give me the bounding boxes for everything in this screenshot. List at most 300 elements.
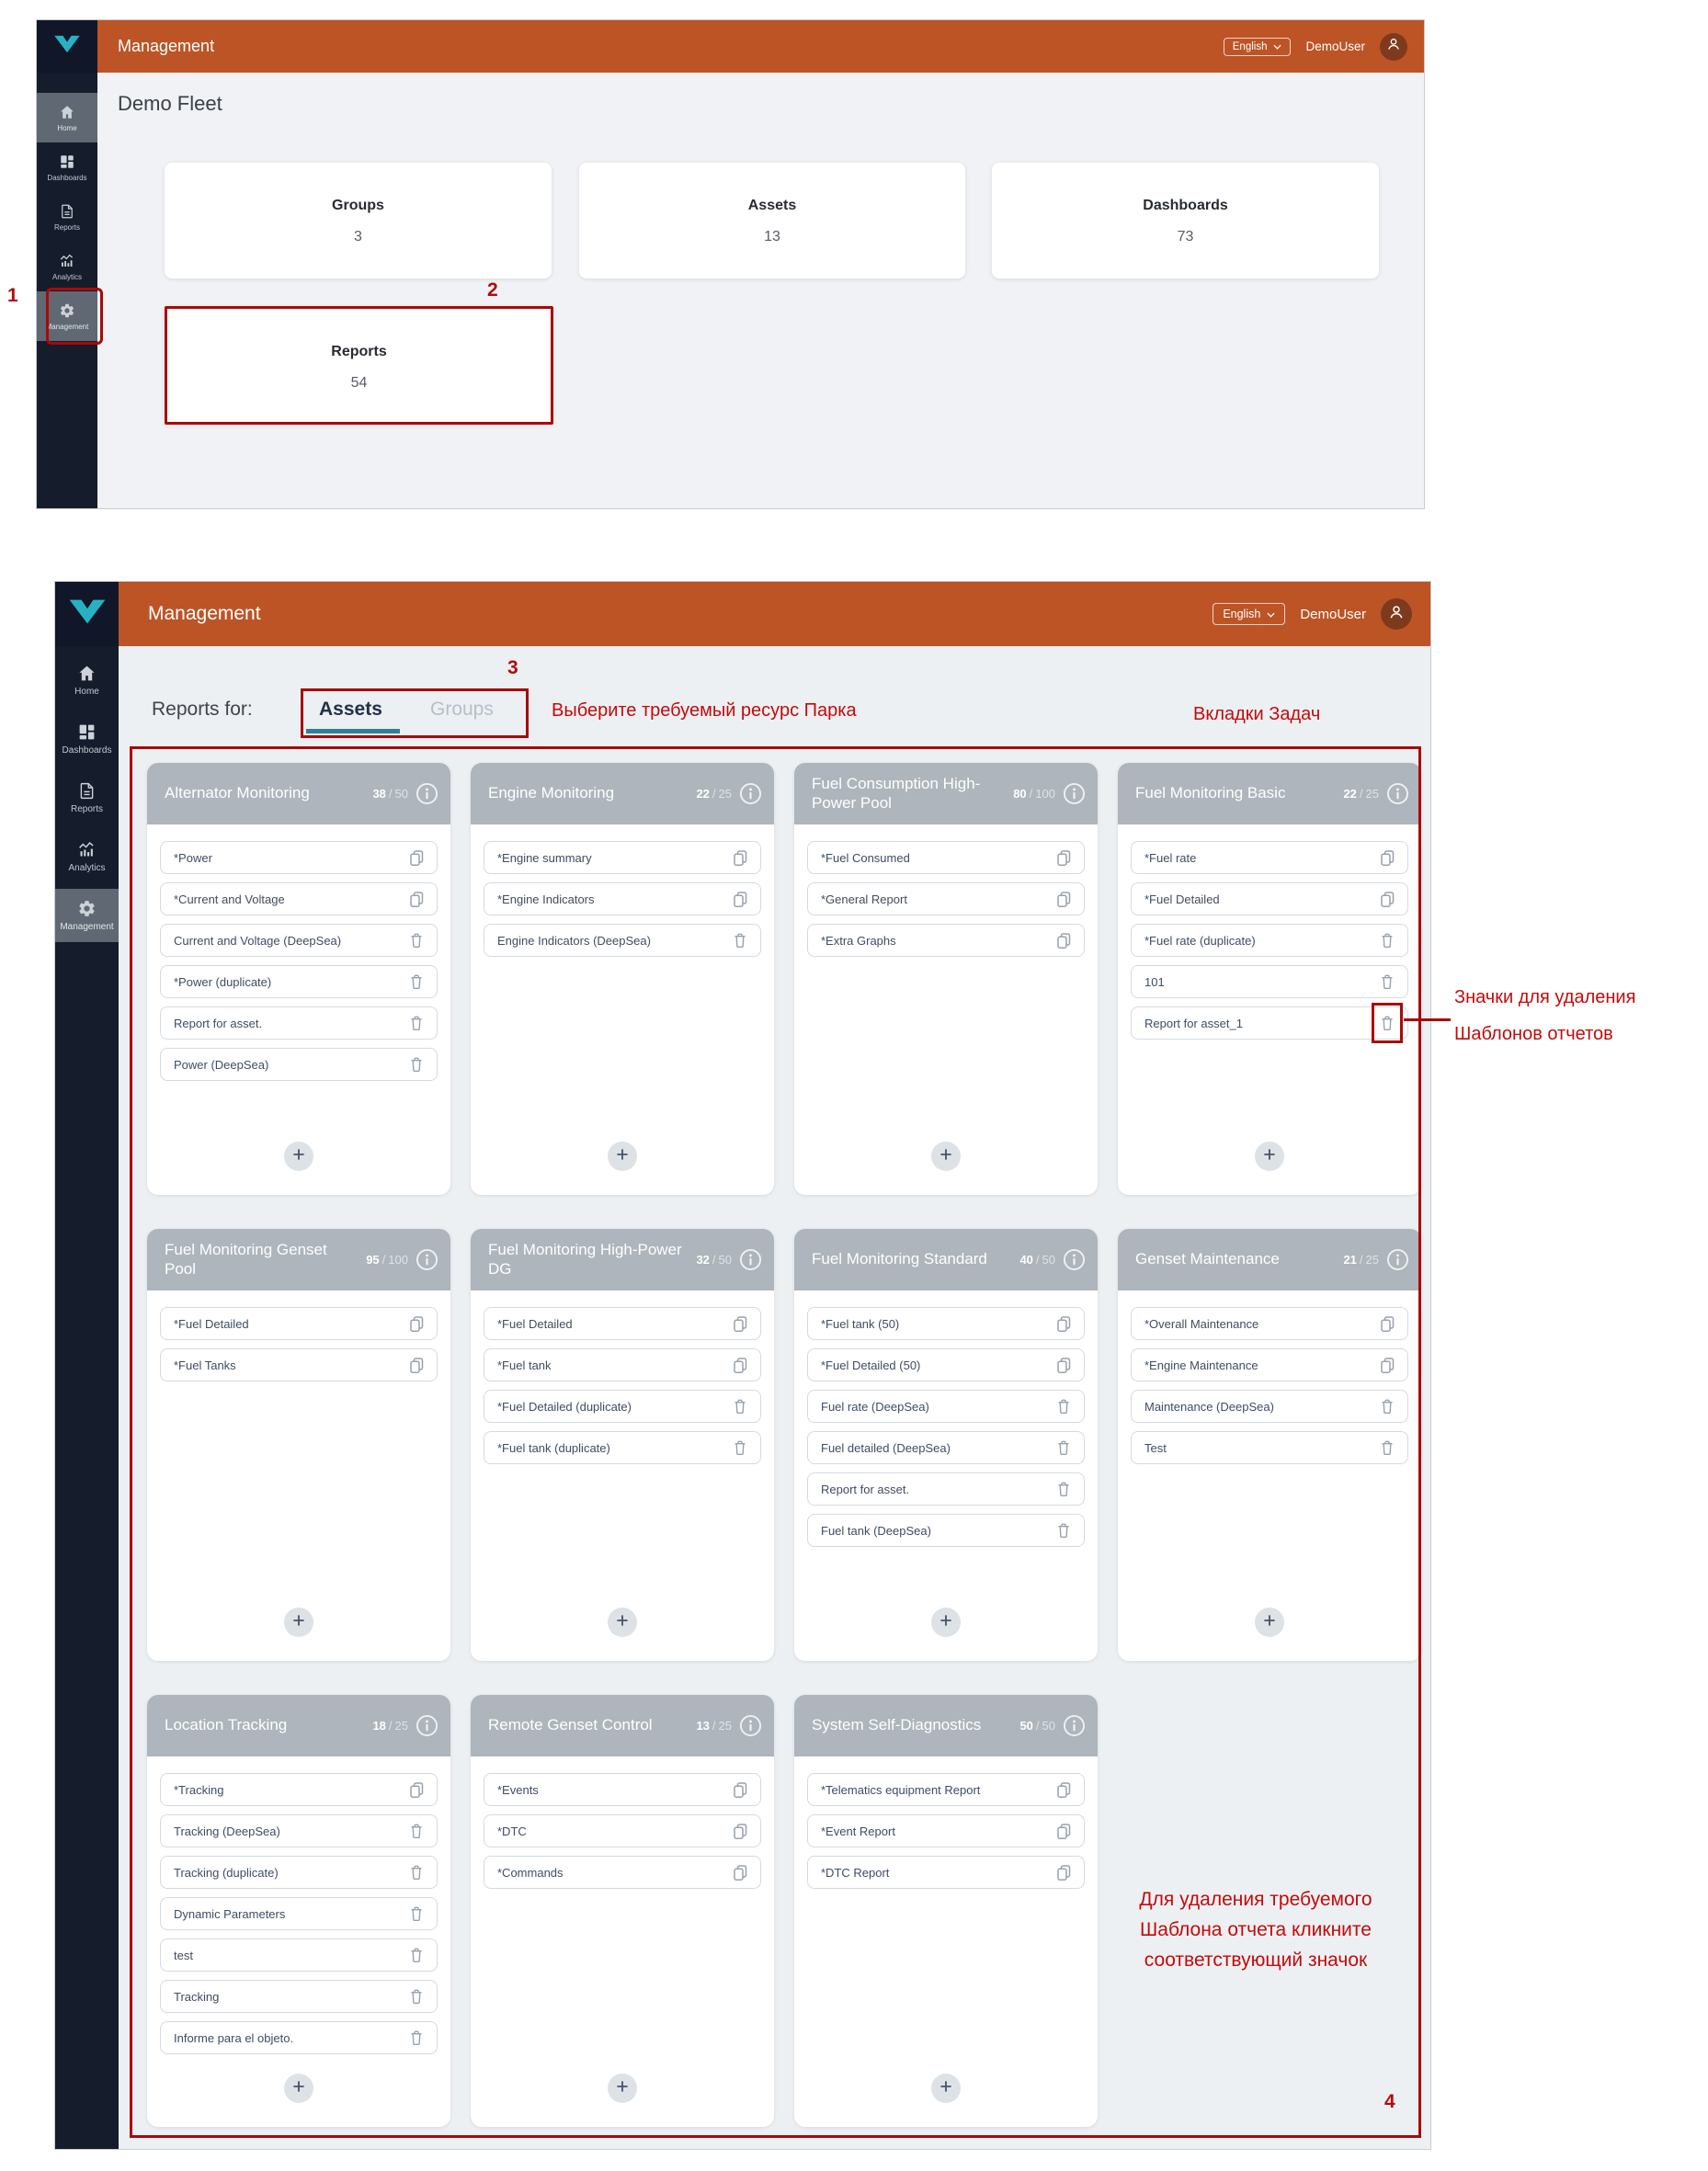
app-title: Management xyxy=(148,603,261,624)
report-template-name: Tracking (duplicate) xyxy=(174,1865,279,1880)
trash-icon[interactable] xyxy=(407,1987,426,2006)
logo-v-icon xyxy=(53,34,81,59)
templates-total-count: 25 xyxy=(718,787,732,801)
task-card-body xyxy=(160,1756,438,2054)
task-card-count: 50 / 50 xyxy=(1019,1719,1055,1733)
add-template-button[interactable] xyxy=(284,1608,313,1637)
templates-total-count: 25 xyxy=(718,1719,732,1733)
app-logo[interactable] xyxy=(55,582,119,646)
language-selector[interactable] xyxy=(1213,603,1285,625)
sidebar-item-dashboards[interactable] xyxy=(37,142,97,192)
trash-icon[interactable] xyxy=(407,1014,426,1032)
templates-used-count: 32 xyxy=(696,1253,710,1267)
report-template-item xyxy=(160,882,438,915)
copy-icon[interactable] xyxy=(407,1780,426,1799)
report-template-item xyxy=(484,924,761,957)
user-name: DemoUser xyxy=(1305,40,1365,53)
summary-card-dashboards[interactable] xyxy=(992,163,1379,278)
report-template-name: *Fuel rate (duplicate) xyxy=(1144,933,1256,948)
task-card-body xyxy=(807,824,1085,957)
summary-card-assets[interactable] xyxy=(579,163,965,278)
info-icon[interactable] xyxy=(416,1248,438,1271)
trash-icon[interactable] xyxy=(1054,1397,1073,1415)
task-card-count: 32 / 50 xyxy=(696,1253,732,1267)
sidebar-item-label: Dashboards xyxy=(47,173,87,182)
task-card-header xyxy=(1118,1229,1421,1290)
report-template-item xyxy=(160,1814,438,1847)
report-template-item xyxy=(1131,841,1408,874)
task-card xyxy=(794,1695,1098,2127)
report-template-item xyxy=(160,1856,438,1889)
report-template-name: *DTC Report xyxy=(821,1865,890,1880)
reports-for-label: Reports for: xyxy=(152,699,253,720)
report-template-name: Maintenance (DeepSea) xyxy=(1144,1399,1274,1414)
templates-used-count: 95 xyxy=(366,1253,380,1267)
report-template-name: Engine Indicators (DeepSea) xyxy=(497,933,651,948)
copy-icon[interactable] xyxy=(731,1780,749,1799)
summary-card-title: Dashboards xyxy=(1143,198,1228,213)
info-icon[interactable] xyxy=(416,1714,438,1737)
copy-icon[interactable] xyxy=(731,1822,749,1840)
task-card xyxy=(1118,763,1421,1195)
info-icon[interactable] xyxy=(739,1248,762,1271)
task-card xyxy=(794,1229,1098,1661)
task-card-count: 95 / 100 xyxy=(366,1253,408,1267)
report-template-item xyxy=(1131,1006,1408,1040)
report-template-item xyxy=(484,1814,761,1847)
user-avatar[interactable] xyxy=(1380,33,1407,61)
plus-icon xyxy=(615,1613,630,1632)
summary-card-title: Reports xyxy=(331,344,387,359)
user-name: DemoUser xyxy=(1300,606,1366,622)
sidebar xyxy=(37,20,97,508)
sidebar-item-reports[interactable] xyxy=(55,771,119,824)
screenshot-management-overview xyxy=(37,20,1424,508)
annotation-label-3: 3 xyxy=(507,657,518,678)
report-template-item xyxy=(484,1773,761,1806)
copy-icon[interactable] xyxy=(1054,1822,1073,1840)
summary-card-count: 3 xyxy=(354,229,362,244)
report-template-name: *Fuel Consumed xyxy=(821,850,910,865)
report-template-item xyxy=(807,841,1085,874)
chevron-down-icon xyxy=(1267,608,1275,620)
trash-icon[interactable] xyxy=(407,1904,426,1923)
trash-icon[interactable] xyxy=(1378,1438,1396,1457)
plus-icon xyxy=(291,1613,306,1632)
sidebar-item-label: Reports xyxy=(70,804,103,814)
annotation-label-4: 4 xyxy=(1384,2091,1395,2112)
annotation-delete-hint: Для удаления требуемого Шаблона отчета кликните соответствующий значок xyxy=(1139,1889,1372,1971)
sidebar-item-reports[interactable] xyxy=(37,192,97,242)
report-template-item xyxy=(807,882,1085,915)
report-template-name: *Fuel tank (50) xyxy=(821,1316,900,1331)
task-card-count: 21 / 25 xyxy=(1343,1253,1379,1267)
report-template-name: *Fuel rate xyxy=(1144,850,1197,865)
task-card-header xyxy=(794,1229,1098,1290)
trash-icon[interactable] xyxy=(407,1946,426,1964)
report-template-name: Power (DeepSea) xyxy=(174,1057,269,1072)
report-template-name: *Engine Indicators xyxy=(497,892,595,906)
chevron-down-icon xyxy=(1273,41,1281,52)
report-template-item xyxy=(484,1431,761,1464)
task-card xyxy=(147,1229,450,1661)
sidebar-item-analytics[interactable] xyxy=(55,830,119,883)
add-template-button[interactable] xyxy=(608,2074,637,2103)
report-template-name: *Fuel Detailed xyxy=(1144,892,1220,906)
app-title: Management xyxy=(118,37,215,55)
report-template-name: *Fuel Tanks xyxy=(174,1358,236,1372)
task-card-title: Location Tracking xyxy=(165,1716,288,1734)
task-card-header xyxy=(794,763,1098,824)
copy-icon[interactable] xyxy=(407,890,426,908)
report-template-item xyxy=(160,1773,438,1806)
templates-total-count: 25 xyxy=(1365,1253,1379,1267)
templates-used-count: 21 xyxy=(1343,1253,1357,1267)
copy-icon[interactable] xyxy=(1054,848,1073,867)
task-card xyxy=(794,763,1098,1195)
task-card-body xyxy=(484,1290,761,1464)
trash-icon[interactable] xyxy=(1378,931,1396,949)
report-template-name: *Extra Graphs xyxy=(821,933,896,948)
task-card-header xyxy=(147,1229,450,1290)
report-template-name: *General Report xyxy=(821,892,907,906)
annotation-label-2: 2 xyxy=(487,279,498,301)
report-template-item xyxy=(807,1431,1085,1464)
task-card-count: 80 / 100 xyxy=(1013,787,1055,801)
report-template-name: *Fuel tank (duplicate) xyxy=(497,1440,610,1455)
report-template-item xyxy=(1131,1307,1408,1340)
templates-used-count: 50 xyxy=(1019,1719,1033,1733)
trash-icon[interactable] xyxy=(407,1055,426,1074)
annotation-task-tabs: Вкладки Задач xyxy=(1193,704,1321,724)
templates-total-count: 25 xyxy=(1365,787,1379,801)
trash-icon[interactable] xyxy=(731,931,749,949)
task-card-header xyxy=(794,1695,1098,1756)
copy-icon[interactable] xyxy=(1054,890,1073,908)
tab-groups[interactable]: Groups xyxy=(430,699,494,720)
copy-icon[interactable] xyxy=(1378,1314,1396,1333)
trash-icon[interactable] xyxy=(407,1863,426,1881)
report-template-item xyxy=(160,1006,438,1040)
report-template-name: Fuel tank (DeepSea) xyxy=(821,1523,931,1538)
copy-icon[interactable] xyxy=(1378,848,1396,867)
report-template-item xyxy=(160,1938,438,1972)
report-template-name: *DTC xyxy=(497,1824,527,1838)
sidebar-item-home[interactable] xyxy=(37,93,97,142)
report-template-name: *Tracking xyxy=(174,1782,224,1797)
trash-icon[interactable] xyxy=(1378,1397,1396,1415)
report-template-name: *Event Report xyxy=(821,1824,895,1838)
templates-total-count: 50 xyxy=(394,787,408,801)
plus-icon xyxy=(291,1147,306,1166)
language-label: English xyxy=(1223,608,1261,620)
analytics-icon xyxy=(59,253,75,269)
task-card-count: 13 / 25 xyxy=(696,1719,732,1733)
add-template-button[interactable] xyxy=(931,1608,961,1637)
templates-used-count: 22 xyxy=(1343,787,1357,801)
tab-assets[interactable]: Assets xyxy=(319,699,382,720)
dashboards-icon xyxy=(77,722,97,742)
sidebar-item-management[interactable] xyxy=(55,889,119,942)
language-label: English xyxy=(1232,40,1268,52)
task-card-body xyxy=(1131,1290,1408,1464)
trash-icon[interactable] xyxy=(407,931,426,949)
report-template-name: *Commands xyxy=(497,1865,564,1880)
task-card-header xyxy=(1118,763,1421,824)
annotation-delete-icons-caption: Значки для удаления xyxy=(1454,987,1636,1007)
add-template-button[interactable] xyxy=(608,1608,637,1637)
templates-used-count: 38 xyxy=(372,787,386,801)
templates-used-count: 22 xyxy=(696,787,710,801)
task-card-title: Engine Monitoring xyxy=(488,784,615,802)
add-template-button[interactable] xyxy=(1255,1142,1284,1171)
report-template-item xyxy=(1131,882,1408,915)
report-template-item xyxy=(807,1773,1085,1806)
copy-icon[interactable] xyxy=(407,848,426,867)
templates-used-count: 13 xyxy=(696,1719,710,1733)
copy-icon[interactable] xyxy=(1054,1863,1073,1881)
add-template-button[interactable] xyxy=(1255,1608,1284,1637)
info-icon[interactable] xyxy=(1063,1714,1086,1737)
report-template-name: *Events xyxy=(497,1782,539,1797)
sidebar-item-home[interactable] xyxy=(55,654,119,707)
person-icon xyxy=(1385,36,1402,57)
report-template-name: *Power xyxy=(174,850,212,865)
sidebar-item-management[interactable] xyxy=(37,291,97,341)
sidebar-item-analytics[interactable] xyxy=(37,242,97,291)
app-logo[interactable] xyxy=(37,20,97,73)
report-template-item xyxy=(484,1390,761,1423)
plus-icon xyxy=(1262,1147,1277,1166)
report-template-item xyxy=(484,1307,761,1340)
report-template-name: Fuel rate (DeepSea) xyxy=(821,1399,929,1414)
copy-icon[interactable] xyxy=(731,1863,749,1881)
report-template-item xyxy=(160,1980,438,2013)
report-template-name: *Fuel tank xyxy=(497,1358,552,1372)
report-template-name: *Telematics equipment Report xyxy=(821,1782,981,1797)
task-card-body xyxy=(1131,824,1408,1040)
summary-card-count: 73 xyxy=(1177,229,1194,244)
task-card-title: Alternator Monitoring xyxy=(165,784,310,802)
task-card-title: Genset Maintenance xyxy=(1135,1250,1280,1268)
task-card-title: System Self-Diagnostics xyxy=(812,1716,982,1734)
trash-icon[interactable] xyxy=(1054,1521,1073,1540)
active-tab-underline xyxy=(306,729,400,733)
copy-icon[interactable] xyxy=(407,1356,426,1374)
report-template-item xyxy=(484,882,761,915)
report-template-name: Report for asset. xyxy=(174,1016,263,1030)
info-icon[interactable] xyxy=(739,782,762,805)
trash-icon[interactable] xyxy=(1378,972,1396,991)
report-template-item xyxy=(160,841,438,874)
templates-total-count: 100 xyxy=(1035,787,1055,801)
sidebar-item-label: Reports xyxy=(53,222,80,232)
add-template-button[interactable] xyxy=(284,1142,313,1171)
templates-total-count: 25 xyxy=(394,1719,408,1733)
sidebar-item-label: Management xyxy=(45,322,89,331)
trash-icon[interactable] xyxy=(731,1397,749,1415)
report-template-item xyxy=(484,841,761,874)
task-card-body xyxy=(484,824,761,957)
task-card-header xyxy=(471,1229,774,1290)
summary-card-count: 54 xyxy=(350,375,368,391)
screenshot-report-templates xyxy=(55,582,1430,2149)
info-icon[interactable] xyxy=(1386,782,1409,805)
task-card xyxy=(147,763,450,1195)
add-template-button[interactable] xyxy=(931,1142,961,1171)
templates-total-count: 50 xyxy=(1042,1253,1055,1267)
language-selector[interactable] xyxy=(1224,38,1292,56)
report-template-name: Fuel detailed (DeepSea) xyxy=(821,1440,951,1455)
report-template-item xyxy=(807,1856,1085,1889)
trash-icon[interactable] xyxy=(731,1438,749,1457)
task-card-title: Fuel Monitoring Basic xyxy=(1135,784,1286,802)
summary-card-title: Groups xyxy=(332,198,384,213)
report-template-item xyxy=(484,1856,761,1889)
plus-icon xyxy=(939,1147,953,1166)
report-template-item xyxy=(160,924,438,957)
task-card-count: 40 / 50 xyxy=(1019,1253,1055,1267)
report-template-item xyxy=(484,1348,761,1381)
plus-icon xyxy=(615,1147,630,1166)
report-template-item xyxy=(160,1307,438,1340)
info-icon[interactable] xyxy=(1063,1248,1086,1271)
analytics-icon xyxy=(77,840,97,859)
person-icon xyxy=(1387,603,1406,626)
copy-icon[interactable] xyxy=(731,890,749,908)
app-header xyxy=(119,582,1430,646)
report-template-item xyxy=(807,1348,1085,1381)
report-template-name: *Fuel Detailed (50) xyxy=(821,1358,921,1372)
trash-icon[interactable] xyxy=(1054,1480,1073,1498)
add-template-button[interactable] xyxy=(608,1142,637,1171)
sidebar xyxy=(55,582,119,2149)
info-icon[interactable] xyxy=(1386,1248,1409,1271)
copy-icon[interactable] xyxy=(1378,890,1396,908)
report-template-name: Report for asset. xyxy=(821,1482,910,1496)
annotation-delete-icons-caption: Шаблонов отчетов xyxy=(1454,1024,1613,1044)
report-template-item xyxy=(1131,1431,1408,1464)
sidebar-item-label: Analytics xyxy=(51,272,82,281)
sidebar-item-dashboards[interactable] xyxy=(55,712,119,766)
copy-icon[interactable] xyxy=(731,1314,749,1333)
templates-total-count: 50 xyxy=(718,1253,732,1267)
task-card xyxy=(1118,1229,1421,1661)
copy-icon[interactable] xyxy=(731,1356,749,1374)
sidebar-item-label: Analytics xyxy=(68,863,106,873)
copy-icon[interactable] xyxy=(1054,931,1073,949)
report-template-item xyxy=(807,1514,1085,1547)
report-template-name: Tracking (DeepSea) xyxy=(174,1824,280,1838)
report-template-item xyxy=(1131,1348,1408,1381)
annotation-label-1: 1 xyxy=(7,285,18,306)
report-template-item xyxy=(1131,1390,1408,1423)
task-card xyxy=(471,1695,774,2127)
app-header xyxy=(97,20,1424,73)
report-template-item xyxy=(807,1390,1085,1423)
report-template-name: Tracking xyxy=(174,1989,220,2004)
info-icon[interactable] xyxy=(1063,782,1086,805)
plus-icon xyxy=(939,2079,953,2098)
task-card xyxy=(471,763,774,1195)
task-card-title: Fuel Monitoring Standard xyxy=(812,1250,987,1268)
report-template-item xyxy=(807,924,1085,957)
summary-card-groups[interactable] xyxy=(165,163,552,278)
annotation-select-resource: Выберите требуемый ресурс Парка xyxy=(552,700,857,721)
templates-total-count: 100 xyxy=(388,1253,408,1267)
task-card-header xyxy=(471,763,774,824)
report-template-name: *Engine summary xyxy=(497,850,592,865)
task-card-body xyxy=(160,1290,438,1381)
report-template-item xyxy=(160,1348,438,1381)
plus-icon xyxy=(939,1613,953,1632)
report-template-name: *Fuel Detailed (duplicate) xyxy=(497,1399,632,1414)
sidebar-item-label: Home xyxy=(57,123,77,132)
task-card xyxy=(471,1229,774,1661)
report-template-name: test xyxy=(174,1948,193,1962)
report-template-name: Informe para el objeto. xyxy=(174,2030,294,2045)
task-card-header xyxy=(147,763,450,824)
report-template-name: Current and Voltage (DeepSea) xyxy=(174,933,342,948)
summary-card-count: 13 xyxy=(764,229,780,244)
page-title: Demo Fleet xyxy=(118,92,222,115)
report-template-name: *Overall Maintenance xyxy=(1144,1316,1259,1331)
copy-icon[interactable] xyxy=(407,1314,426,1333)
annotation-connector-line xyxy=(1404,1018,1451,1021)
home-icon xyxy=(77,664,97,683)
copy-icon[interactable] xyxy=(731,848,749,867)
logo-v-icon xyxy=(68,597,107,631)
report-template-item xyxy=(160,965,438,998)
task-card-body xyxy=(807,1290,1085,1547)
trash-icon[interactable] xyxy=(1054,1438,1073,1457)
sidebar-item-label: Home xyxy=(74,687,99,697)
summary-card-reports[interactable] xyxy=(165,306,553,425)
report-template-item xyxy=(807,1472,1085,1506)
templates-used-count: 18 xyxy=(372,1719,386,1733)
templates-total-count: 50 xyxy=(1042,1719,1055,1733)
task-card-title: Fuel Monitoring High-Power DG xyxy=(488,1240,682,1278)
task-card-title: Fuel Consumption High-Power Pool xyxy=(812,774,981,812)
copy-icon[interactable] xyxy=(1054,1314,1073,1333)
sidebar-item-label: Management xyxy=(60,922,114,932)
report-template-item xyxy=(160,1048,438,1081)
report-template-name: *Fuel Detailed xyxy=(497,1316,573,1331)
task-card-title: Fuel Monitoring Genset Pool xyxy=(165,1240,327,1278)
info-icon[interactable] xyxy=(416,782,438,805)
templates-used-count: 40 xyxy=(1019,1253,1033,1267)
summary-card-title: Assets xyxy=(747,198,797,213)
copy-icon[interactable] xyxy=(1378,1356,1396,1374)
add-template-button[interactable] xyxy=(284,2074,313,2103)
report-template-name: *Engine Maintenance xyxy=(1144,1358,1258,1372)
report-template-item xyxy=(1131,965,1408,998)
trash-icon[interactable] xyxy=(407,2029,426,2047)
add-template-button[interactable] xyxy=(931,2074,961,2103)
report-template-name: 101 xyxy=(1144,974,1165,989)
task-card-body xyxy=(484,1756,761,1889)
management-icon xyxy=(77,899,97,918)
trash-icon[interactable] xyxy=(407,1822,426,1840)
info-icon[interactable] xyxy=(739,1714,762,1737)
trash-icon[interactable] xyxy=(407,972,426,991)
copy-icon[interactable] xyxy=(1054,1780,1073,1799)
report-template-item xyxy=(1131,924,1408,957)
dashboards-icon xyxy=(59,153,75,170)
user-avatar[interactable] xyxy=(1381,598,1412,630)
copy-icon[interactable] xyxy=(1054,1356,1073,1374)
plus-icon xyxy=(615,2079,630,2098)
